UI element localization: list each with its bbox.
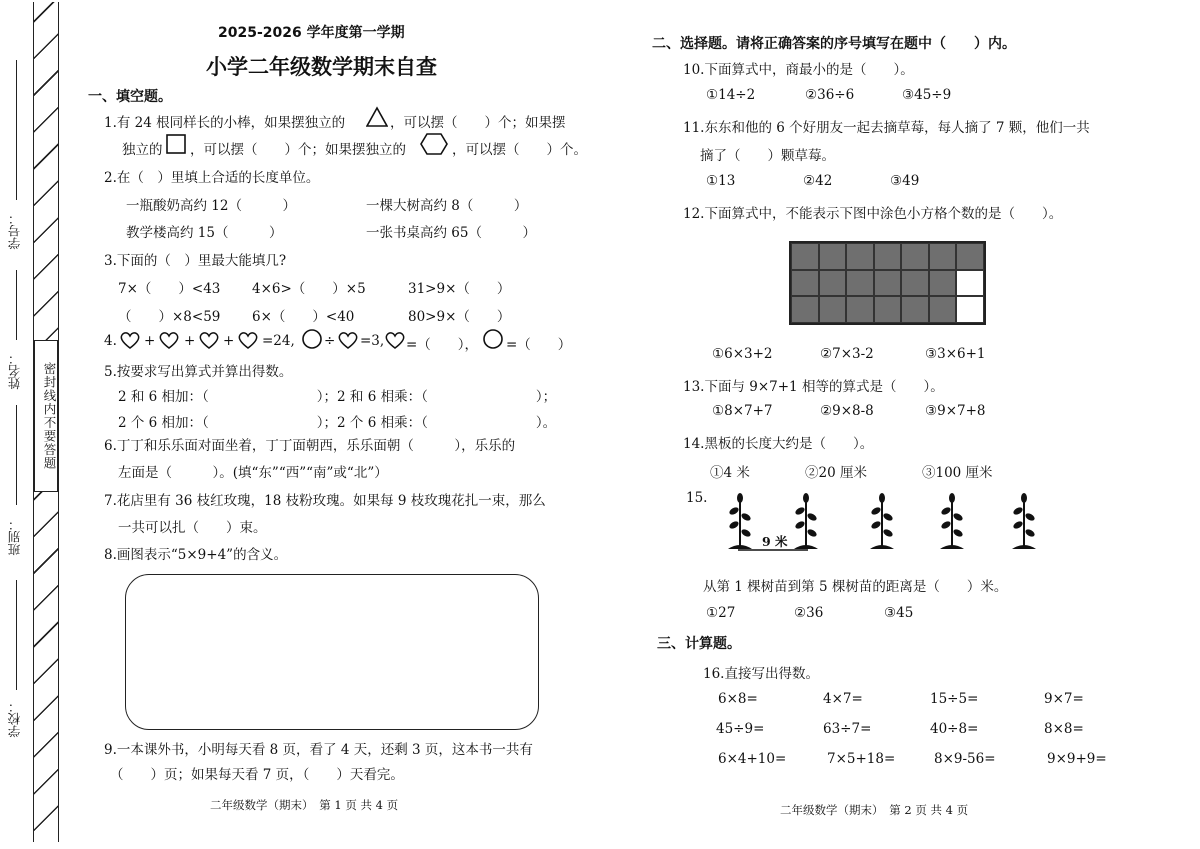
grid-cell-shaded xyxy=(901,296,929,323)
grid-cell-shaded xyxy=(874,243,902,270)
q9-line2: （ ）页；如果每天看 7 页，（ ）天看完。 xyxy=(110,767,404,783)
q4-plus-1: + xyxy=(144,333,156,349)
grid-cell-shaded xyxy=(874,270,902,297)
q6-line2: 左面是（ ）。(填“东”“西”“南”或“北”） xyxy=(118,465,388,481)
grid-cell-shaded xyxy=(819,243,847,270)
section-fill-in: 一、填空题。 xyxy=(88,89,172,105)
calc-r2-c3: 40÷8= xyxy=(930,721,979,737)
q12-option-3: ③3×6+1 xyxy=(925,346,986,362)
q15-number: 15. xyxy=(686,490,708,506)
class-label: 班别： xyxy=(7,518,22,556)
q2-stem: 2.在（ ）里填上合适的长度单位。 xyxy=(104,170,320,186)
grid-cell-shaded xyxy=(901,243,929,270)
calc-r3-c3: 8×9-56= xyxy=(934,751,996,767)
grid-cell-shaded xyxy=(929,243,957,270)
q11-option-1: ①13 xyxy=(706,173,736,189)
calc-r1-c1: 6×8= xyxy=(718,691,758,707)
q13-option-1: ①8×7+7 xyxy=(712,403,773,419)
q1-line1-b: ，可以摆（ ）个；如果摆 xyxy=(390,115,566,131)
q2-item-b: 一棵大树高约 8（ ） xyxy=(366,198,528,214)
q4-sum: =24, xyxy=(262,333,295,349)
q13-stem: 13.下面与 9×7+1 相等的算式是（ ）。 xyxy=(683,379,944,395)
q4-plus-2: + xyxy=(184,333,196,349)
class-line xyxy=(16,405,17,505)
heart-icon xyxy=(198,330,220,350)
grid-cell-shaded xyxy=(874,296,902,323)
q11-line1: 11.东东和他的 6 个好朋友一起去摘草莓，每人摘了 7 颗，他们一共 xyxy=(683,120,1090,136)
grid-cell-shaded xyxy=(791,270,819,297)
grid-cell-shaded xyxy=(791,243,819,270)
q13-option-2: ②9×8-8 xyxy=(820,403,874,419)
sapling-icon xyxy=(937,493,967,555)
grid-cell-shaded xyxy=(846,270,874,297)
q13-option-3: ③9×7+8 xyxy=(925,403,986,419)
q5-row1: 2 和 6 相加：（ ）；2 和 6 相乘：（ ）； xyxy=(118,389,557,405)
q6-line1: 6.丁丁和乐乐面对面坐着，丁丁面朝西，乐乐面朝（ ），乐乐的 xyxy=(104,438,516,454)
q15-option-3: ③45 xyxy=(884,605,914,621)
school-label: 学校： xyxy=(7,700,22,738)
circle-icon xyxy=(482,328,504,350)
q14-option-2: ②20 厘米 xyxy=(805,465,867,481)
q11-option-2: ②42 xyxy=(803,173,833,189)
sapling-icon xyxy=(1009,493,1039,555)
heart-icon xyxy=(158,330,180,350)
page2-footer: 二年级数学（期末） 第 2 页 共 4 页 xyxy=(780,803,969,817)
heart-icon xyxy=(119,330,141,350)
q10-option-2: ②36÷6 xyxy=(805,87,855,103)
q1-line2-a: 独立的 xyxy=(122,142,163,158)
calc-r2-c1: 45÷9= xyxy=(716,721,765,737)
q4-heart-answer: =（ ）， xyxy=(406,337,479,353)
q3-r1-c: 31>9×（ ） xyxy=(408,281,511,297)
grid-cell-blank xyxy=(956,296,984,323)
q11-option-3: ③49 xyxy=(890,173,920,189)
sapling-icon xyxy=(867,493,897,555)
section-calculation: 三、计算题。 xyxy=(657,636,741,652)
grid-cell-shaded xyxy=(819,296,847,323)
circle-icon xyxy=(301,328,323,350)
q12-stem: 12.下面算式中，不能表示下图中涂色小方格个数的是（ ）。 xyxy=(683,206,1063,222)
q4-plus-3: + xyxy=(223,333,235,349)
grid-cell-shaded xyxy=(846,296,874,323)
grid-cell-shaded xyxy=(901,270,929,297)
grid-cell-blank xyxy=(956,270,984,297)
q11-line2: 摘了（ ）颗草莓。 xyxy=(700,148,835,164)
drawing-answer-box[interactable] xyxy=(125,574,539,730)
q10-option-1: ①14÷2 xyxy=(706,87,756,103)
square-icon xyxy=(165,133,187,155)
q8-stem: 8.画图表示“5×9+4”的含义。 xyxy=(104,547,288,563)
hexagon-icon xyxy=(419,132,449,156)
q4-circle-answer: =（ ） xyxy=(506,337,572,353)
q2-item-c: 教学楼高约 15（ ） xyxy=(126,225,283,241)
q3-stem: 3.下面的（ ）里最大能填几? xyxy=(104,253,287,269)
q12-option-1: ①6×3+2 xyxy=(712,346,773,362)
q4-number: 4. xyxy=(104,333,117,349)
heart-icon xyxy=(237,330,259,350)
calc-r1-c3: 15÷5= xyxy=(930,691,979,707)
gap-label: 9 米 xyxy=(762,534,788,549)
q1-line1-a: 1.有 24 根同样长的小棒，如果摆独立的 xyxy=(104,115,346,131)
q3-r2-b: 6×（ ）<40 xyxy=(252,309,355,325)
triangle-icon xyxy=(366,106,388,128)
q1-line2-b: ，可以摆（ ）个；如果摆独立的 xyxy=(190,142,406,158)
q10-stem: 10.下面算式中，商最小的是（ ）。 xyxy=(683,62,914,78)
school-line xyxy=(16,580,17,690)
calc-r1-c4: 9×7= xyxy=(1044,691,1084,707)
q3-r2-c: 80>9×（ ） xyxy=(408,309,511,325)
grid-cell-shaded xyxy=(791,296,819,323)
q3-r1-a: 7×（ ）<43 xyxy=(118,281,221,297)
name-line xyxy=(16,270,17,340)
grid-cell-shaded xyxy=(929,270,957,297)
page-title: 小学二年级数学期末自查 xyxy=(206,55,437,79)
q15-option-2: ②36 xyxy=(794,605,824,621)
q4-divide: ÷ xyxy=(324,333,336,349)
q7-line1: 7.花店里有 36 枝红玫瑰，18 枝粉玫瑰。如果每 9 枝玫瑰花扎一束，那么 xyxy=(104,493,546,509)
q14-option-3: ③100 厘米 xyxy=(922,465,993,481)
q15-stem: 从第 1 棵树苗到第 5 棵树苗的距离是（ ）米。 xyxy=(703,579,1008,595)
q15-option-1: ①27 xyxy=(706,605,736,621)
term-heading: 2025-2026 学年度第一学期 xyxy=(218,25,405,41)
q2-item-d: 一张书桌高约 65（ ） xyxy=(366,225,536,241)
q3-r2-a: （ ）×8<59 xyxy=(118,309,221,325)
q16-stem: 16.直接写出得数。 xyxy=(703,666,819,682)
q14-option-1: ①4 米 xyxy=(710,465,750,481)
grid-cell-shaded xyxy=(846,243,874,270)
q4-quotient: =3, xyxy=(360,333,385,349)
page1-footer: 二年级数学（期末） 第 1 页 共 4 页 xyxy=(210,798,399,812)
q10-option-3: ③45÷9 xyxy=(902,87,952,103)
section-multiple-choice: 二、选择题。请将正确答案的序号填写在题中（ ）内。 xyxy=(652,36,1016,52)
calc-r2-c4: 8×8= xyxy=(1044,721,1084,737)
q2-item-a: 一瓶酸奶高约 12（ ） xyxy=(126,198,296,214)
calc-r1-c2: 4×7= xyxy=(823,691,863,707)
grid-cell-shaded xyxy=(929,296,957,323)
heart-icon xyxy=(384,330,406,350)
q14-stem: 14.黑板的长度大约是（ ）。 xyxy=(683,436,874,452)
q1-line2-c: ，可以摆（ ）个。 xyxy=(452,142,587,158)
q5-stem: 5.按要求写出算式并算出得数。 xyxy=(104,364,293,380)
shaded-grid-figure xyxy=(789,241,986,325)
grid-cell-shaded xyxy=(819,270,847,297)
q12-option-2: ②7×3-2 xyxy=(820,346,874,362)
calc-r3-c4: 9×9+9= xyxy=(1047,751,1107,767)
q5-row2: 2 个 6 相加：（ ）；2 个 6 相乘：（ ）。 xyxy=(118,415,557,431)
q9-line1: 9.一本课外书，小明每天看 8 页，看了 4 天，还剩 3 页，这本书一共有 xyxy=(104,742,533,758)
seal-line-notice: 密封线内不要答题 xyxy=(34,340,58,492)
q3-r1-b: 4×6>（ ）×5 xyxy=(252,281,366,297)
calc-r3-c2: 7×5+18= xyxy=(827,751,896,767)
heart-icon xyxy=(337,330,359,350)
q7-line2: 一共可以扎（ ）束。 xyxy=(118,520,267,536)
student-id-label: 学号： xyxy=(7,212,22,250)
name-label: 姓名： xyxy=(7,352,22,390)
calc-r2-c2: 63÷7= xyxy=(823,721,872,737)
grid-cell-shaded xyxy=(956,243,984,270)
student-id-line xyxy=(16,60,17,200)
calc-r3-c1: 6×4+10= xyxy=(718,751,787,767)
